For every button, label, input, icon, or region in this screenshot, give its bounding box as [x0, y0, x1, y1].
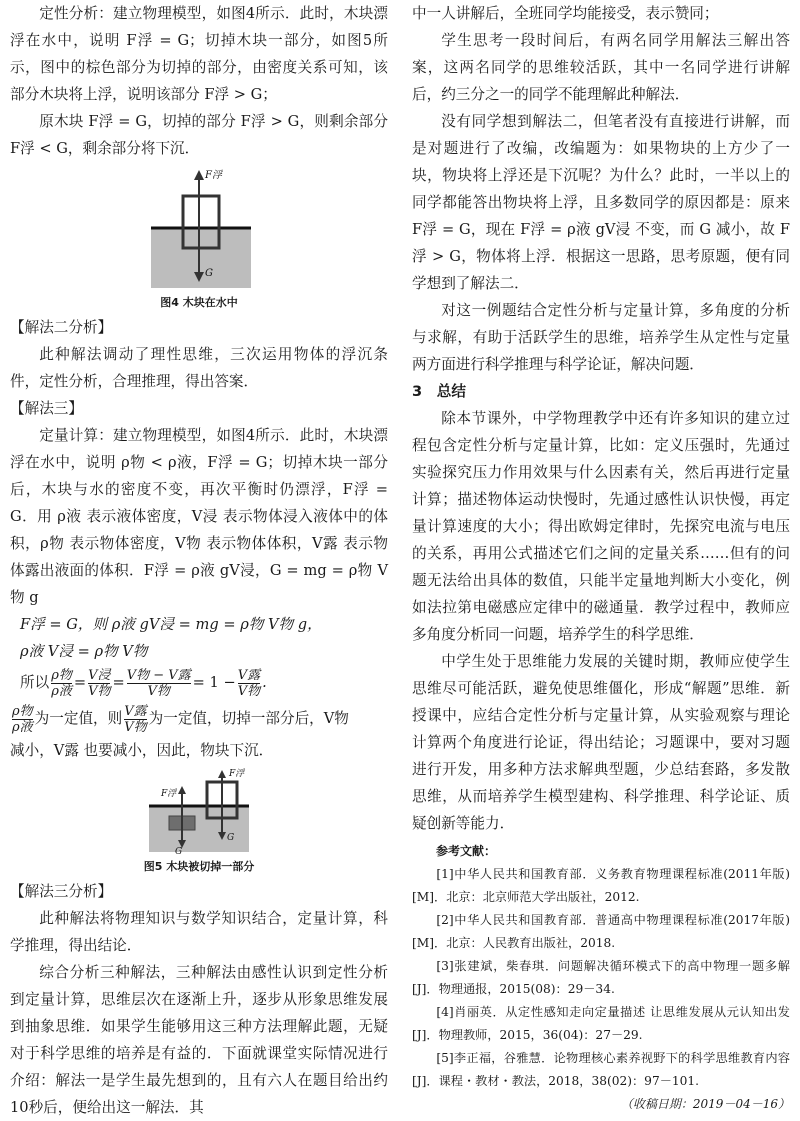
figure-caption: 图5 木块被切掉一部分	[143, 860, 255, 873]
denominator: V物	[124, 719, 147, 735]
fraction	[12, 704, 33, 735]
denominator: ρ液	[12, 719, 33, 735]
paragraph: 除本节课外，中学物理教学中还有许多知识的建立过程包含定性分析与定量计算，比如：定义压强时，先通过实验探究压力作用效果与什么因素有关，然后再进行定量计算；描述物体运动快慢时，先通过感性认识快慢，再定量计算速度的大小；得出欧姆定律时，先探究电流与电压的关系，再用公式描述它们之间的定量关系……但有的问题无法给出具体的数值，只能半定量地判断大小变化，例如法拉第电磁感应定律中的磁通量．教学过程中，教师应多角度分析同一问题，培养学生的科学思维．	[412, 410, 790, 643]
numerator: ρ物	[51, 667, 72, 683]
fraction	[127, 668, 191, 699]
reference-item: [4]肖丽英．从定性感知走向定量描述 让思维发展从元认知出发[J]．物理教师，2015，36(04)：27－29.	[412, 1005, 790, 1042]
paragraph: 减小，V露 也要减小，因此，物块下沉．	[10, 742, 274, 759]
section-title: 3 总结	[412, 383, 466, 400]
paragraph: 综合分析三种解法，三种解法由感性认识到定性分析到定量计算，思维层次在逐渐上升，逐步从形象思维发展到抽象思维．如果学生能够用这三种方法理解此题，无疑对于科学思维的培养是有益的．下面就课堂实际情况进行介绍：解法一是学生最先想到的，且有六人在题目给出约10秒后，便给出这一解法．其	[10, 964, 388, 1116]
arrowhead-up-icon	[178, 786, 186, 794]
numerator: ρ物	[12, 703, 33, 719]
equation-conclusion	[10, 701, 388, 737]
fraction	[88, 668, 110, 699]
buoyancy-label: F浮	[161, 789, 177, 799]
fraction	[124, 704, 146, 735]
denominator: ρ液	[51, 683, 72, 699]
received-date: （收稿日期：2019－04－16）	[620, 1097, 790, 1111]
paragraph: 对这一例题结合定性分析与定量计算，多角度的分析与求解，有助于活跃学生的思维，培养学生从定性与定量两方面进行科学推理与科学论证，解决问题．	[412, 302, 790, 373]
section-heading: 【解法三】	[10, 400, 83, 417]
paragraph: 中学生处于思维能力发展的关键时期，教师应使学生思维尽可能活跃，避免使思维僵化，形成“解题”思维．新授课中，应结合定性分析与定量计算，从实验观察与理论计算两个角度进行论证，得出结论；习题课中，要对习题进行开发，用多种方法求解典型题，少总结套路，多发散思维，从而培养学生模型建构、科学推理、科学论证、质疑创新等能力．	[412, 653, 790, 832]
figure-caption: 图4 木块在水中	[160, 296, 238, 309]
arrowhead-up-icon	[218, 770, 226, 778]
denominator: V物	[147, 683, 170, 699]
denominator: V物	[237, 683, 261, 699]
water-region	[149, 806, 249, 852]
paragraph: 定量计算：建立物理模型，如图4所示．此时，木块漂浮在水中，说明 ρ物 < ρ液，F浮 = G；切掉木块一部分后，木块与水的密度不变，再次平衡时仍漂浮，F浮 = G．用 ρ液 表示液体密度，V浸 表示物体浸入液体中的体积，ρ物 表示物体密度，V物 表示物体体积，V露 表示物体露出液面的体积．F浮 = ρ液 gV浸，G = mg = ρ物 V物 g	[10, 427, 388, 606]
fraction	[51, 668, 72, 699]
references-title: 参考文献：	[436, 844, 497, 858]
denominator: V物	[88, 683, 111, 699]
reference-item: [5]李正福，谷雅慧．论物理核心素养视野下的科学思维教育内容[J]．课程・教材・教法，2018，38(02)：97－101.	[412, 1051, 790, 1088]
section-heading: 【解法二分析】	[10, 319, 113, 336]
numerator: V物 − V露	[126, 667, 191, 683]
numerator: V露	[124, 703, 147, 719]
equation-rhs: = 1 −	[192, 674, 236, 691]
reference-item: [1]中华人民共和国教育部．义务教育物理课程标准(2011年版)[M]．北京：北京师范大学出版社，2012.	[412, 867, 790, 904]
figure-5-wood-cut	[139, 768, 259, 858]
gravity-label: G	[175, 847, 183, 857]
equation-prefix: 所以	[20, 674, 50, 691]
paragraph: 中一人讲解后，全班同学均能接受，表示赞同；	[412, 5, 719, 22]
gravity-label: G	[205, 268, 213, 279]
conclusion-text: 为一定值，则	[34, 710, 123, 727]
paragraph: 此种解法将物理知识与数学知识结合，定量计算，科学推理，得出结论．	[10, 910, 388, 954]
paragraph: 原木块 F浮 = G，切掉的部分 F浮 > G，则剩余部分 F浮 < G，剩余部分将下沉．	[10, 113, 388, 157]
paragraph: 学生思考一段时间后，有两名同学用解法三解出答案，这两名同学的思维较活跃，其中一名同学进行讲解后，约三分之一的同学不能理解此种解法．	[412, 32, 790, 103]
buoyancy-label: F浮	[205, 170, 222, 181]
paragraph: 定性分析：建立物理模型，如图4所示．此时，木块漂浮在水中，说明 F浮 = G；切掉木块一部分，如图5所示，图中的棕色部分为切掉的部分，由密度关系可知，该部分木块将上浮，说明该部分 F浮 > G；	[10, 5, 388, 103]
equation-ratio: 所以 $\frac{\text{ρ物}}{\text{ρ液}}$ = $\frac{\text{V浸}}{\text{V物}}$ = $\frac{\text{V物 − V露}}{\text{V物}}$ = 1 − $\frac{\text{V露}}{\text{V物}}$ .	[20, 667, 267, 699]
paragraph: 此种解法调动了理性思维，三次运用物体的浮沉条件，定性分析，合理推理，得出答案．	[10, 346, 388, 390]
conclusion-text: 为一定值，切掉一部分后，V物	[148, 710, 349, 727]
buoyancy-label: F浮	[229, 769, 245, 779]
section-heading: 【解法三分析】	[10, 883, 113, 900]
water-region	[151, 228, 251, 288]
left-column	[10, 0, 388, 1121]
paragraph: 没有同学想到解法二，但笔者没有直接进行讲解，而是对题进行了改编，改编题为：如果物块的上方少了一块，物块将上浮还是下沉呢？为什么？此时，一半以上的同学都能答出物块将上浮，且多数同学的原因都是：原来 F浮 = G，现在 F浮 = ρ液 gV浸 不变，而 G 减小，故 F浮 > G，物体将上浮．根据这一思路，思考原题，便有同学想到了解法二．	[412, 113, 790, 292]
equation: F浮 = G，则 ρ液 gV浸 = mg = ρ物 V物 g，	[20, 616, 322, 633]
references-list	[412, 863, 790, 1093]
reference-item: [3]张建斌，柴春琪．问题解决循环模式下的高中物理一题多解[J]．物理通报，2015(08)：29－34.	[412, 959, 790, 996]
numerator: V露	[237, 667, 261, 683]
equation: ρ液 V浸 = ρ物 V物	[20, 643, 148, 660]
arrowhead-up-icon	[194, 170, 204, 180]
reference-item: [2]中华人民共和国教育部．普通高中物理课程标准(2017年版)[M]．北京：人民教育出版社，2018.	[412, 913, 790, 950]
gravity-label: G	[227, 833, 235, 843]
fraction	[238, 668, 260, 699]
right-column	[412, 0, 790, 1115]
figure-4-wood-in-water	[139, 166, 259, 294]
numerator: V浸	[88, 667, 111, 683]
